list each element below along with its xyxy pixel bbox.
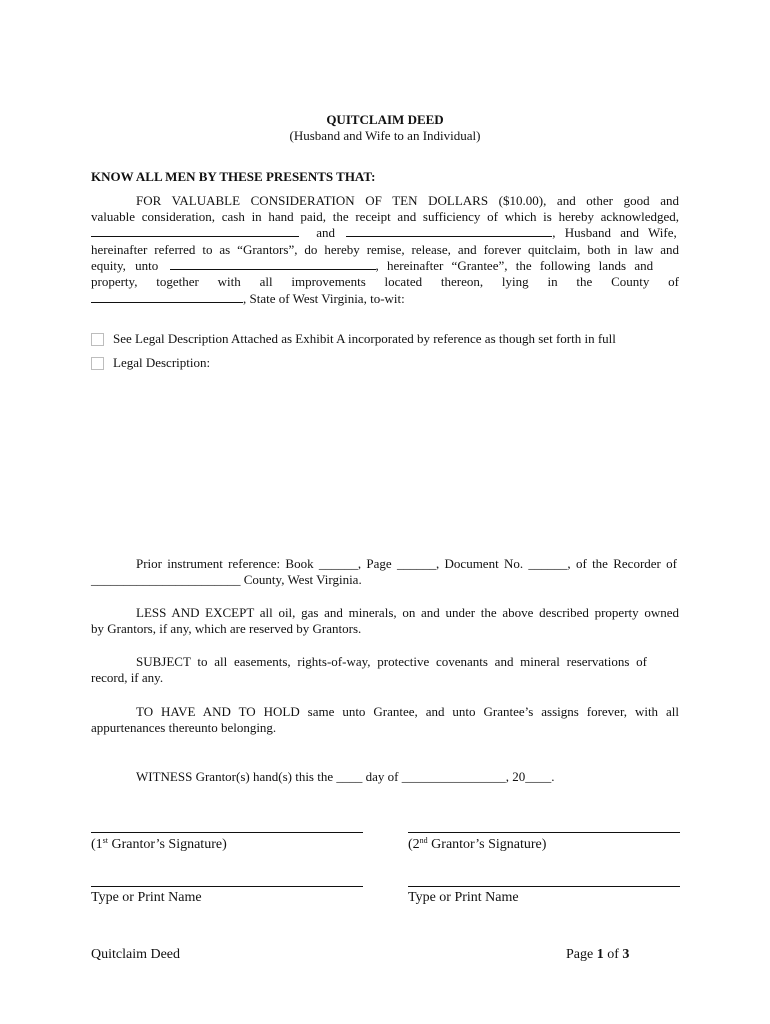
less-except-line-2: by Grantors, if any, which are reserved by Grantors. bbox=[91, 621, 362, 636]
grantor2-signature-line[interactable] bbox=[408, 832, 680, 833]
county-line bbox=[91, 291, 679, 307]
consideration-line-6: property, together with all improvements located thereon, lying in the County of bbox=[91, 274, 679, 289]
subject-line-1: SUBJECT to all easements, rights-of-way, protective covenants and mineral reservations of bbox=[136, 654, 647, 669]
consideration-line-1: FOR VALUABLE CONSIDERATION OF TEN DOLLARS ($10.00), and other good and bbox=[136, 193, 679, 208]
to-have-line-2: appurtenances thereunto belonging. bbox=[91, 720, 277, 735]
grantor1-signature-line[interactable] bbox=[91, 832, 363, 833]
exhibit-checkbox[interactable] bbox=[91, 333, 104, 346]
county-name-field[interactable] bbox=[91, 291, 243, 303]
less-except-line-1: LESS AND EXCEPT all oil, gas and minerals, on and under the above described property owned bbox=[136, 605, 679, 620]
state-text: , State of West Virginia, to-wit: bbox=[243, 291, 405, 306]
document-subtitle: (Husband and Wife to an Individual) bbox=[289, 128, 481, 143]
grantor1-print-name-label: Type or Print Name bbox=[91, 890, 202, 905]
to-have-line-1: TO HAVE AND TO HOLD same unto Grantee, and unto Grantee’s assigns forever, with all bbox=[136, 704, 679, 719]
prior-instrument-line-2: _______________________ County, West Virginia. bbox=[91, 572, 362, 587]
equity-unto-text: equity, unto bbox=[91, 258, 159, 273]
legal-description-label: Legal Description: bbox=[113, 355, 211, 370]
grantors-line bbox=[91, 225, 679, 241]
consideration-line-4: hereinafter referred to as “Grantors”, do hereby remise, release, and forever quitclaim, both in law and bbox=[91, 242, 679, 257]
grantor2-signature-label: (2nd Grantor’s Signature) bbox=[408, 836, 547, 852]
witness-line: WITNESS Grantor(s) hand(s) this the ____ day of ________________, 20____. bbox=[136, 769, 555, 784]
grantee-line bbox=[91, 258, 679, 274]
subject-line-2: record, if any. bbox=[91, 670, 164, 685]
grantee-name-field[interactable] bbox=[170, 258, 376, 270]
footer-document-name: Quitclaim Deed bbox=[91, 947, 181, 962]
exhibit-label: See Legal Description Attached as Exhibit A incorporated by reference as though set forth in full bbox=[113, 331, 616, 346]
husband-wife-text: , Husband and Wife, bbox=[552, 225, 677, 240]
grantor2-print-name-line[interactable] bbox=[408, 886, 680, 887]
grantor1-signature-label: (1st Grantor’s Signature) bbox=[91, 836, 227, 852]
grantor2-print-name-label: Type or Print Name bbox=[408, 890, 519, 905]
grantor1-name-field[interactable] bbox=[91, 225, 299, 237]
footer-page-number: Page 1 of 3 bbox=[566, 947, 630, 962]
consideration-line-2: valuable consideration, cash in hand paid, the receipt and sufficiency of which is hereby acknowledged, bbox=[91, 209, 679, 224]
prior-instrument-line-1: Prior instrument reference: Book ______, Page ______, Document No. ______, of the Recorder of bbox=[136, 556, 677, 571]
legal-description-checkbox[interactable] bbox=[91, 357, 104, 370]
and-text: and bbox=[316, 225, 336, 240]
intro-heading: KNOW ALL MEN BY THESE PRESENTS THAT: bbox=[91, 169, 376, 184]
grantor1-print-name-line[interactable] bbox=[91, 886, 363, 887]
document-title: QUITCLAIM DEED bbox=[326, 112, 444, 127]
grantor2-name-field[interactable] bbox=[346, 225, 552, 237]
grantee-text: , hereinafter “Grantee”, the following lands and bbox=[375, 258, 654, 273]
